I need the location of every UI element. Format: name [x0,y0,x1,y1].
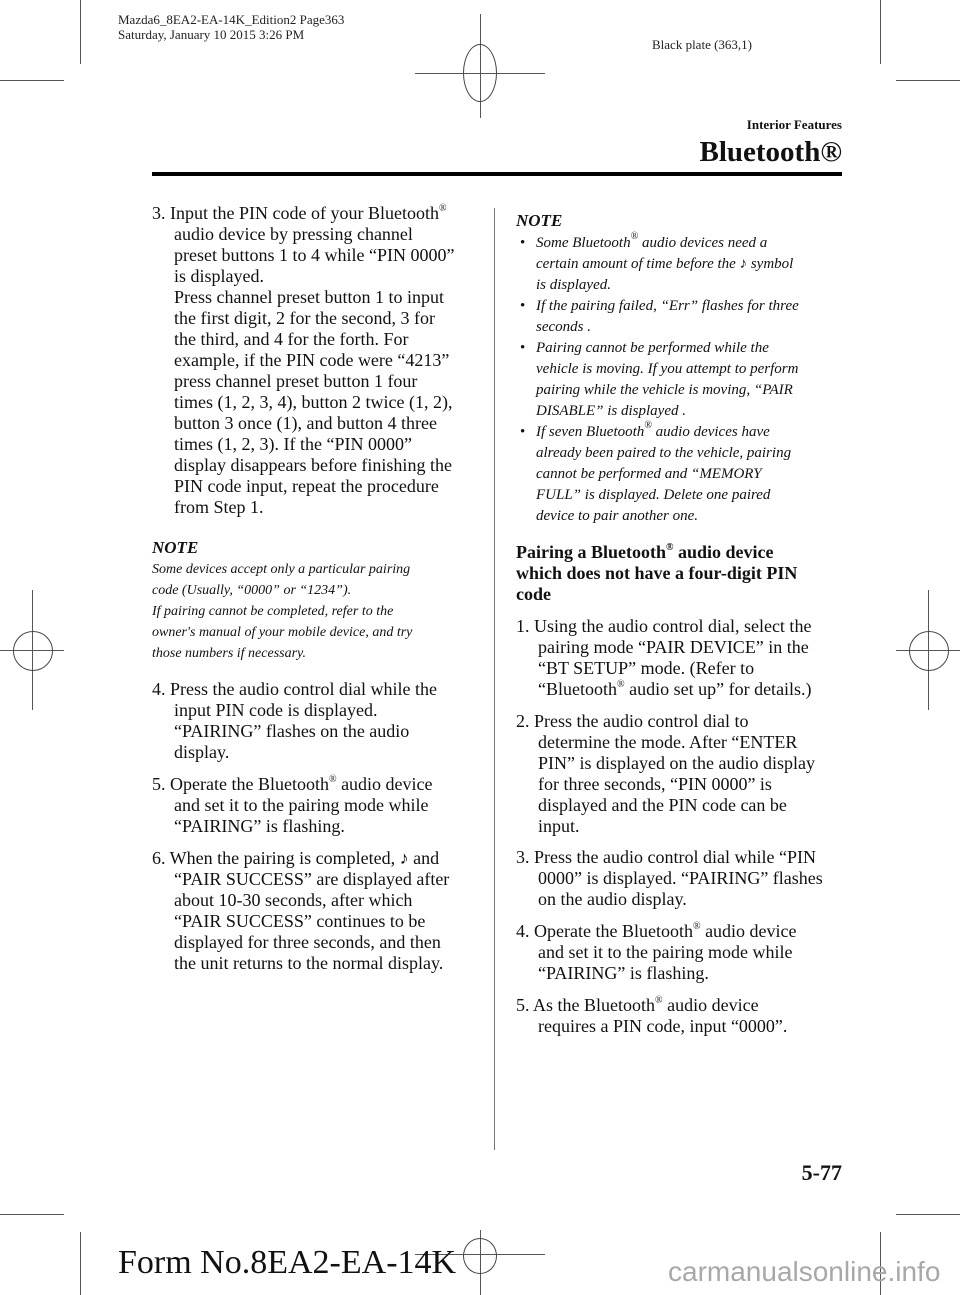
date-line: Saturday, January 10 2015 3:26 PM [118,27,305,42]
text-line: pairing mode “PAIR DEVICE” in the [538,637,809,657]
registered-mark: ® [328,774,337,785]
crop-mark [880,0,881,64]
text-line: preset buttons 1 to 4 while “PIN 0000” [174,245,455,265]
form-number: Form No.8EA2-EA-14K [118,1244,457,1281]
text-line: displayed for three seconds, and then [174,932,441,952]
right-step-3 [516,847,823,910]
text-line: certain amount of time before the ♪ symbol [536,256,794,272]
text-line: 4. Press the audio control dial while the [152,679,437,699]
text-line: audio device by pressing channel [174,224,413,244]
text-line: “PAIR SUCCESS” continues to be [174,911,426,931]
plate-label: Black plate (363,1) [652,37,752,52]
text-line: pairing while the vehicle is moving, “PAIR [536,382,793,398]
text-line: device to pair another one. [536,508,699,524]
crop-mark [80,1232,81,1295]
text-line: the first digit, 2 for the second, 3 for [174,308,435,328]
text-line: owner's manual of your mobile device, and try [152,625,413,640]
registered-mark: ® [438,203,447,214]
text-line: Press channel preset button 1 to input [174,287,444,307]
text-line: display disappears before finishing the [174,455,452,475]
text-line: FULL” is displayed. Delete one paired [536,487,771,503]
registered-mark: ® [692,921,701,932]
right-step-4 [516,921,797,984]
text-line: the unit returns to the normal display. [174,953,444,973]
text-line: which does not have a four-digit PIN [516,563,798,583]
text-line: Some devices accept only a particular pairing [152,562,411,577]
step-6 [152,848,449,974]
text-line: displayed and the PIN code can be [538,795,787,815]
text-line: Pairing a Bluetooth® audio device [516,542,774,562]
header-rule [152,172,842,176]
file-line: Mazda6_8EA2-EA-14K_Edition2 Page363 [118,12,345,27]
text-line: 2. Press the audio control dial to [516,711,749,731]
text-line: If pairing cannot be completed, refer to the [152,604,394,619]
note-text [152,559,412,664]
note-bullet-item [516,422,799,527]
text-line: 5. Operate the Bluetooth® audio device [152,774,433,794]
text-line: If the pairing failed, “Err” flashes for three [536,298,799,314]
step-4 [152,679,437,763]
text-line: 6. When the pairing is completed, ♪ and [152,848,440,868]
text-line: vehicle is moving. If you attempt to perform [536,361,799,377]
right-step-1 [516,616,812,700]
text-line: If seven Bluetooth® audio devices have [536,420,770,440]
text-line: Some Bluetooth® audio devices need a [536,231,768,251]
bullet-icon: • [520,424,526,440]
text-line: requires a PIN code, input “0000”. [538,1016,788,1036]
text-line: Pairing cannot be performed while the [536,340,769,356]
text-line: 1. Using the audio control dial, select the [516,616,812,636]
bullet-icon: • [520,340,526,356]
note-bullet-item [516,338,799,422]
text-line: and set it to the pairing mode while [538,942,793,962]
registered-mark: ® [617,679,625,690]
text-line: is displayed. [174,266,264,286]
crop-mark [896,1214,960,1215]
text-line: example, if the PIN code were “4213” [174,350,450,370]
note-bullets [516,233,799,527]
step-5 [152,774,433,837]
crop-mark [80,0,81,64]
text-line: “BT SETUP” mode. (Refer to [538,658,755,678]
text-line: display. [174,742,230,762]
section-label: Interior Features [746,117,842,132]
right-step-2 [516,711,815,837]
text-line: 0000” is displayed. “PAIRING” flashes [538,868,823,888]
note-heading: NOTE [152,538,199,557]
text-line: 3. Press the audio control dial while “PIN [516,847,816,867]
text-line: input PIN code is displayed. [174,700,378,720]
crop-mark [0,80,64,81]
text-line: for three seconds, “PIN 0000” is [538,774,772,794]
registered-mark: ® [644,420,652,431]
text-line: the third, and 4 for the forth. For [174,329,409,349]
text-line: times (1, 2, 3, 4), button 2 twice (1, 2), [174,392,453,412]
note-bullet-item [516,296,799,338]
text-line: determine the mode. After “ENTER [538,732,798,752]
text-line: code (Usually, “0000” or “1234”). [152,583,352,598]
text-line: seconds . [536,319,591,335]
text-line: those numbers if necessary. [152,646,306,661]
crop-mark [0,1214,64,1215]
text-line: “PAIRING” flashes on the audio [174,721,410,741]
registered-mark: ® [655,995,663,1006]
text-line: “Bluetooth® audio set up” for details.) [538,679,812,699]
bullet-icon: • [520,298,526,314]
text-line: button 3 once (1), and button 4 three [174,413,437,433]
page-title: Bluetooth® [699,136,842,168]
crop-mark [896,80,960,81]
text-line: cannot be performed and “MEMORY [536,466,762,482]
text-line: input. [538,816,580,836]
bullet-icon: • [520,235,526,251]
text-line: “PAIRING” is flashing. [538,963,709,983]
registered-mark: ® [630,231,639,242]
page-number: 5-77 [801,1160,842,1185]
registered-mark: ® [666,542,674,553]
text-line: “PAIR SUCCESS” are displayed after [174,869,450,889]
note-heading-right: NOTE [516,211,563,230]
section-subheading [516,542,797,605]
text-line: 5. As the Bluetooth® audio device [516,995,759,1015]
text-line: about 10-30 seconds, after which [174,890,413,910]
text-line: on the audio display. [538,889,687,909]
step-3 [152,203,454,518]
note-bullet-item [516,233,799,296]
text-line: already been paired to the vehicle, pairing [536,445,792,461]
watermark: carmanualsonline.info [668,1256,941,1287]
text-line: 4. Operate the Bluetooth® audio device [516,921,797,941]
text-line: code [516,584,551,604]
right-step-5 [516,995,787,1037]
print-meta [118,12,344,42]
text-line: DISABLE” is displayed . [536,403,686,419]
text-line: “PAIRING” is flashing. [174,816,345,836]
text-line: from Step 1. [174,497,264,517]
text-line: and set it to the pairing mode while [174,795,429,815]
text-line: press channel preset button 1 four [174,371,418,391]
column-divider [494,208,495,1150]
text-line: is displayed. [536,277,611,293]
text-line: PIN” is displayed on the audio display [538,753,815,773]
text-line: 3. Input the PIN code of your Bluetooth® [152,203,447,223]
text-line: times (1, 2, 3). If the “PIN 0000” [174,434,412,454]
text-line: PIN code input, repeat the procedure [174,476,439,496]
